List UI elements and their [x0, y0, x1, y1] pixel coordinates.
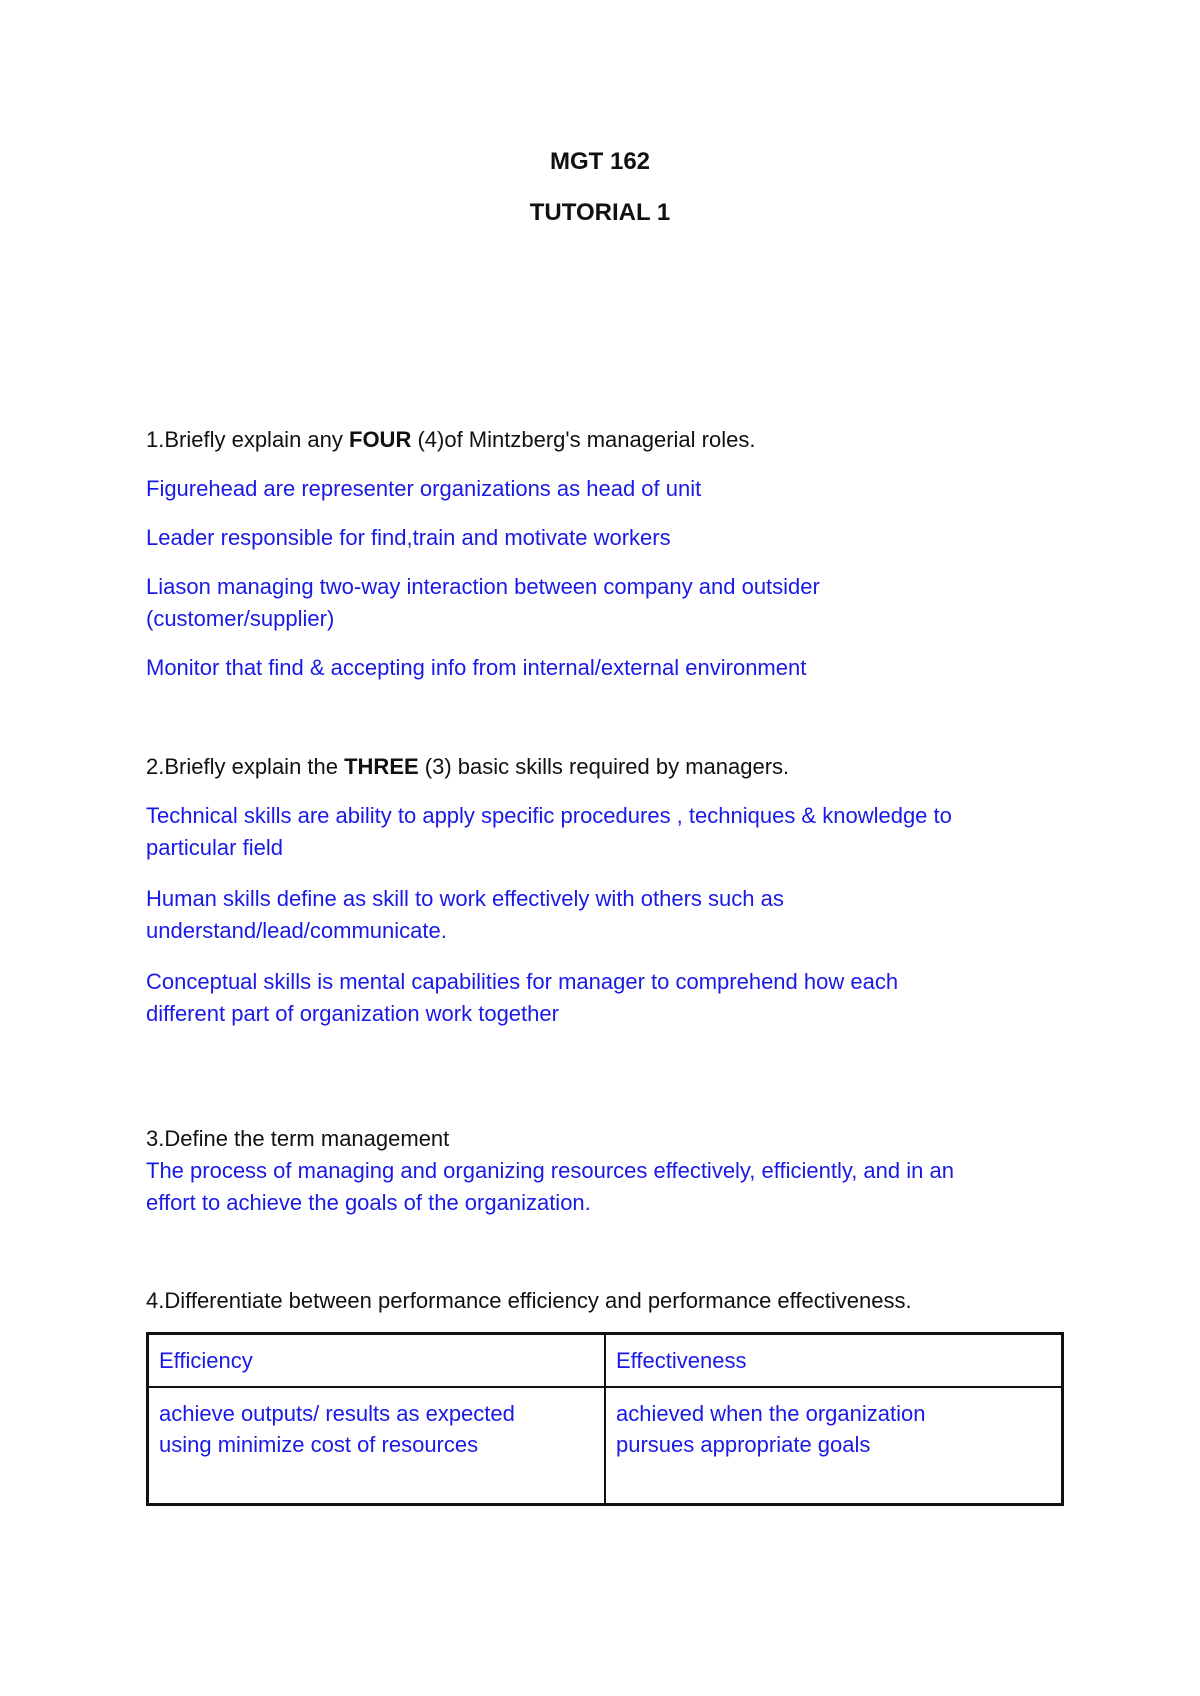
comparison-table — [146, 1332, 1064, 1506]
question-2 — [146, 751, 1066, 783]
q2-answer-human-cont: understand/lead/communicate. — [146, 918, 447, 943]
question-1-suffix: (4)of Mintzberg's managerial roles. — [411, 427, 756, 452]
q2-answer-conceptual-cont: different part of organization work together — [146, 1001, 559, 1026]
q1-answer-leader: Leader responsible for find,train and motivate workers — [146, 525, 671, 550]
q1-answer-figurehead: Figurehead are representer organizations as head of unit — [146, 476, 702, 501]
header-effectiveness: Effectiveness — [605, 1334, 1063, 1388]
q2-answer-technical-cont: particular field — [146, 835, 283, 860]
q3-answer-line-2: effort to achieve the goals of the organization. — [146, 1190, 591, 1215]
q2-answer-human: Human skills define as skill to work effectively with others such as — [146, 886, 784, 911]
question-2-suffix: (3) basic skills required by managers. — [418, 754, 790, 779]
cell-effectiveness-definition — [605, 1387, 1063, 1505]
cell-efficiency-line-1: achieve outputs/ results as expected — [159, 1401, 515, 1426]
question-4: 4.Differentiate between performance efficiency and performance effectiveness. — [146, 1288, 912, 1313]
q1-answer-monitor: Monitor that find & accepting info from internal/external environment — [146, 655, 807, 680]
cell-effectiveness-line-2: pursues appropriate goals — [616, 1432, 871, 1457]
cell-efficiency-line-2: using minimize cost of resources — [159, 1432, 479, 1457]
question-3: 3.Define the term management — [146, 1126, 450, 1151]
q1-answer-liason: Liason managing two-way interaction between company and outsider — [146, 574, 820, 599]
course-title: MGT 162 — [549, 148, 651, 175]
q1-answer-liason-cont: (customer/supplier) — [146, 606, 335, 631]
table-header-row — [148, 1334, 1063, 1388]
header-efficiency: Efficiency — [148, 1334, 606, 1388]
question-2-prefix: 2.Briefly explain the — [146, 754, 345, 779]
question-1 — [146, 424, 1066, 456]
q2-answer-technical: Technical skills are ability to apply specific procedures , techniques & knowledge to — [146, 803, 952, 828]
cell-effectiveness-line-1: achieved when the organization — [616, 1401, 926, 1426]
question-1-bold: FOUR — [349, 427, 412, 452]
q3-answer-line-1: The process of managing and organizing resources effectively, efficiently, and in an — [146, 1158, 954, 1183]
q2-answer-conceptual: Conceptual skills is mental capabilities for manager to comprehend how each — [146, 969, 899, 994]
table-row — [148, 1387, 1063, 1505]
cell-efficiency-definition — [148, 1387, 606, 1505]
question-1-prefix: 1.Briefly explain any — [146, 427, 349, 452]
question-2-bold: THREE — [344, 754, 419, 779]
tutorial-title: TUTORIAL 1 — [529, 199, 671, 226]
